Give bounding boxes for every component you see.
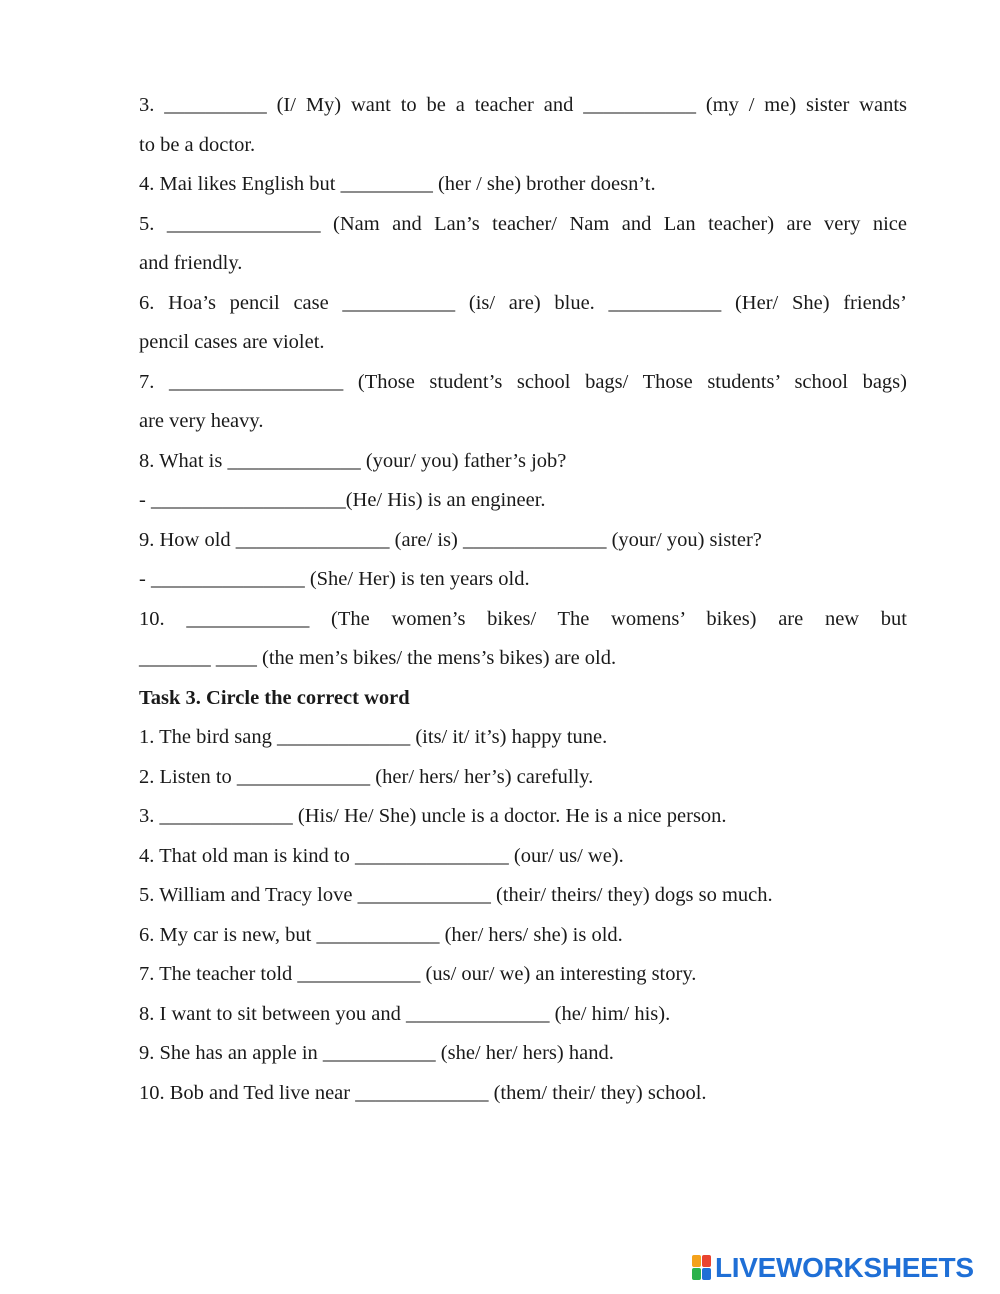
task3-line: 5. William and Tracy love _____________ (their/ theirs/ they) dogs so much. bbox=[139, 884, 773, 906]
exercise-line: 9. How old _______________ (are/ is) ______________ (your/ you) sister? bbox=[139, 528, 762, 551]
task3-lines bbox=[139, 718, 907, 1113]
exercise-line: - ___________________(He/ His) is an engineer. bbox=[139, 489, 546, 511]
task3-line: 7. The teacher told ____________ (us/ our/ we) an interesting story. bbox=[139, 963, 697, 985]
task3-line: 2. Listen to _____________ (her/ hers/ her’s) carefully. bbox=[139, 765, 594, 788]
task3-line: 1. The bird sang _____________ (its/ it/ it’s) happy tune. bbox=[139, 726, 608, 748]
exercise-line: _______ ____ (the men’s bikes/ the mens’s bikes) are old. bbox=[139, 647, 617, 669]
exercise-line: pencil cases are violet. bbox=[139, 331, 325, 353]
exercise-line: 8. What is _____________ (your/ you) father’s job? bbox=[139, 449, 567, 472]
task3-line: 10. Bob and Ted live near _____________ (them/ their/ they) school. bbox=[139, 1081, 707, 1104]
worksheet-page bbox=[139, 86, 907, 1113]
task3-line: 4. That old man is kind to _______________ (our/ us/ we). bbox=[139, 844, 624, 867]
task3-line: 9. She has an apple in ___________ (she/ her/ hers) hand. bbox=[139, 1042, 614, 1064]
exercise-line: to be a doctor. bbox=[139, 133, 256, 156]
exercise-line: are very heavy. bbox=[139, 410, 264, 432]
exercise-line: 5. _______________ (Nam and Lan’s teacher/ Nam and Lan teacher) are very nice bbox=[139, 212, 907, 235]
exercise-line: - _______________ (She/ Her) is ten years old. bbox=[139, 568, 530, 590]
exercise-line: 6. Hoa’s pencil case ___________ (is/ are) blue. ___________ (Her/ She) friends’ bbox=[139, 291, 907, 314]
exercise-line: 4. Mai likes English but _________ (her / she) brother doesn’t. bbox=[139, 173, 656, 195]
exercise-line: 10. ____________ (The women’s bikes/ The womens’ bikes) are new but bbox=[139, 607, 907, 630]
task3-heading: Task 3. Circle the correct word bbox=[139, 686, 410, 709]
exercise-line: 3. __________ (I/ My) want to be a teacher and ___________ (my / me) sister wants bbox=[139, 94, 907, 116]
exercise-line: and friendly. bbox=[139, 252, 243, 274]
task3-line: 6. My car is new, but ____________ (her/ hers/ she) is old. bbox=[139, 923, 623, 946]
exercise-line: 7. _________________ (Those student’s school bags/ Those students’ school bags) bbox=[139, 370, 907, 393]
logo-mark-icon bbox=[692, 1255, 712, 1281]
exercise-lines bbox=[139, 86, 907, 679]
task3-line: 8. I want to sit between you and ______________ (he/ him/ his). bbox=[139, 1002, 671, 1025]
task3-line: 3. _____________ (His/ He/ She) uncle is a doctor. He is a nice person. bbox=[139, 805, 727, 827]
liveworksheets-logo[interactable] bbox=[692, 1253, 974, 1283]
logo-text: LIVEWORKSHEETS bbox=[715, 1252, 974, 1283]
